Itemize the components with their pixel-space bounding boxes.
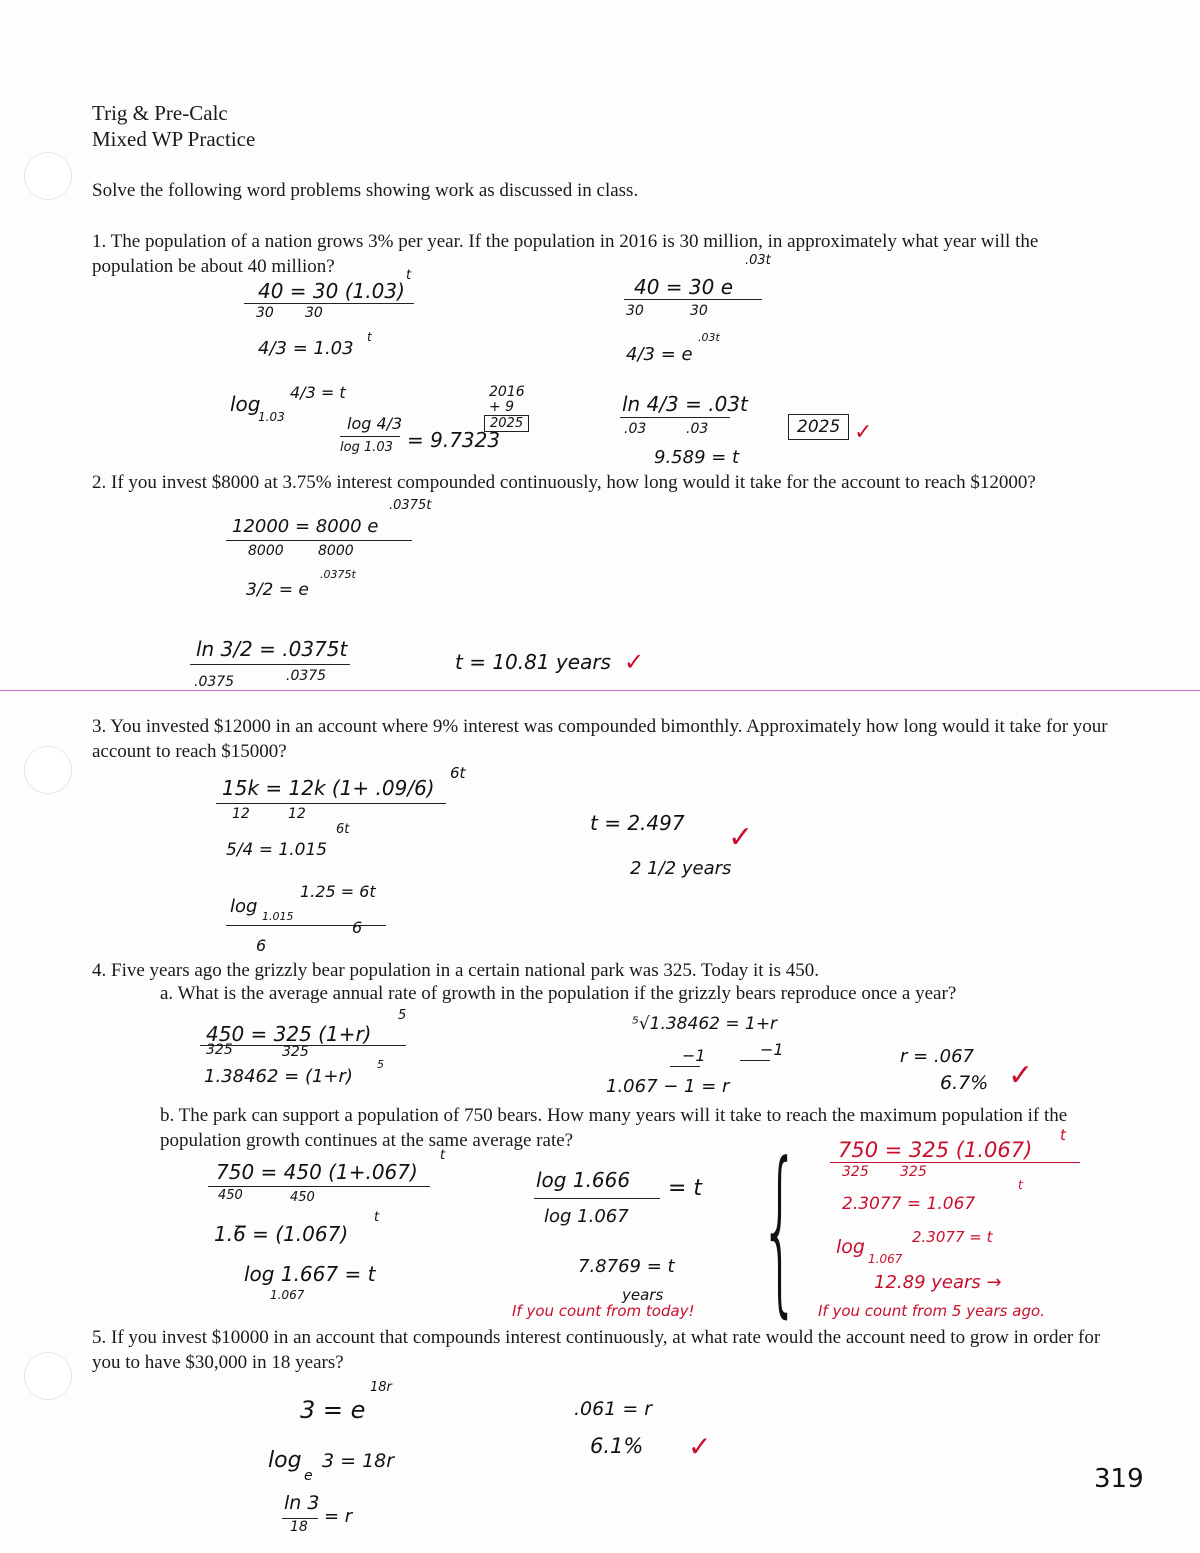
problem-4-text: 4. Five years ago the grizzly bear population in a certain national park was 325. Today it is 450. — [92, 960, 819, 981]
p1-log-arg: 4/3 = t — [290, 383, 346, 402]
p1-final-answer-box: 2025 — [788, 414, 849, 440]
p3-den-c: 6 — [256, 936, 267, 955]
p4b-line3-exp: t — [374, 1210, 380, 1225]
problem-5-text: 5. If you invest $10000 in an account that compounds interest continuously, at what rate would the account need to grow in order for you to have $30,000 in 18 years? — [92, 1327, 1101, 1373]
problem-1-text: 1. The population of a nation grows 3% per year. If the population in 2016 is 30 million, in approximately what year will the population be about 40 million? — [92, 231, 1039, 277]
p2-exp: .0375t — [389, 498, 432, 513]
p1-alt-ln: ln 4/3 = .03t — [622, 392, 748, 416]
p4b-alt-line1: 750 = 325 (1.067) — [838, 1138, 1033, 1162]
p1-alt-line1: 40 = 30 e — [634, 275, 734, 299]
p5-log-arg: 3 = 18r — [322, 1450, 395, 1472]
punch-hole-middle — [24, 746, 72, 794]
p2-answer: t = 10.81 years — [455, 650, 611, 674]
p3-answer-years: 2 1/2 years — [630, 858, 732, 879]
problem-2-text: 2. If you invest $8000 at 3.75% interest compounded continuously, how long would it take for the account to reach $12000? — [92, 472, 1036, 493]
p3-check-mark: ✓ — [728, 820, 754, 855]
p1-log-base: 1.03 — [258, 410, 285, 424]
p4b-log-den: log 1.067 — [544, 1206, 629, 1227]
p3-log-base: 1.015 — [262, 910, 294, 923]
p4b-alt-years: 12.89 years → — [874, 1272, 1002, 1293]
p4b-curly-brace: { — [760, 1125, 801, 1334]
p5-log-base: e — [304, 1468, 313, 1484]
p4a-line1-exp: 5 — [398, 1008, 407, 1023]
punch-hole-top — [24, 152, 72, 200]
p4a-line6: 1.067 − 1 = r — [606, 1076, 730, 1097]
p4a-sub-a: −1 — [682, 1046, 706, 1065]
p1-alt-den-b: 30 — [690, 303, 708, 319]
p1-result: = 9.7323 — [407, 428, 501, 452]
p1-change-base-line — [340, 436, 400, 437]
p3-line3-exp: 6t — [336, 822, 350, 837]
p2-ln-line — [190, 664, 350, 665]
p1-divide-line — [244, 303, 414, 304]
p1-alt-divide-line — [624, 299, 762, 300]
p3-line1: 15k = 12k (1+ .09/6) — [222, 776, 435, 800]
p4b-note-today: If you count from today! — [512, 1302, 695, 1320]
p4b-alt-line3-exp: t — [1018, 1178, 1023, 1192]
p5-check-mark: ✓ — [688, 1430, 712, 1463]
p4b-result: 7.8769 = t — [578, 1256, 675, 1277]
p1-work-line3: 4/3 = 1.03 — [258, 338, 354, 359]
p2-ln: ln 3/2 = .0375t — [196, 637, 348, 661]
p2-den-a: 8000 — [248, 543, 284, 559]
p4a-sub-line-a — [670, 1066, 700, 1067]
p4b-alt-divide-line — [830, 1162, 1080, 1163]
p5-ln-num: ln 3 — [284, 1492, 320, 1514]
p4b-line4: log 1.667 = t — [244, 1262, 376, 1286]
p4b-line3: 1.6̅ = (1.067) — [214, 1222, 349, 1246]
p1-alt-result: 9.589 = t — [654, 447, 740, 468]
p4a-rate: r = .067 — [900, 1046, 975, 1067]
p1-year-result-box: 2025 — [484, 415, 529, 432]
p5-line1: 3 = e — [300, 1396, 366, 1424]
p1-work-line1: 40 = 30 (1.03) — [258, 279, 405, 303]
p4a-line3-exp: 5 — [377, 1058, 384, 1071]
p2-check-mark: ✓ — [624, 648, 645, 676]
p4b-line1-exp: t — [440, 1148, 446, 1163]
p4b-alt-line1-exp: t — [1060, 1126, 1066, 1144]
p1-alt-ln-den-b: .03 — [686, 421, 709, 437]
p4b-log-line — [534, 1198, 660, 1199]
p3-den-a: 12 — [232, 806, 250, 822]
course-title: Trig & Pre-Calc — [92, 101, 228, 125]
p5-ln-den: 18 — [290, 1519, 308, 1535]
p1-year-add: + 9 — [489, 399, 515, 415]
instructions: Solve the following word problems showing work as discussed in class. — [92, 180, 639, 201]
p2-den-b: 8000 — [318, 543, 354, 559]
p2-ln-den-b: .0375 — [286, 668, 327, 684]
p4b-divide-line — [208, 1186, 430, 1187]
p2-divide-line — [226, 540, 412, 541]
punch-hole-bottom — [24, 1352, 72, 1400]
p5-percent: 6.1% — [590, 1434, 644, 1458]
p1-alt-ln-line — [620, 417, 730, 418]
p4a-den-a: 325 — [206, 1042, 233, 1058]
p4b-line4-base: 1.067 — [270, 1288, 305, 1302]
p1-work-line3-exp: t — [367, 330, 372, 344]
p5-exp: 18r — [370, 1380, 392, 1395]
p4b-alt-den-a: 325 — [842, 1164, 869, 1180]
p4b-alt-log-base: 1.067 — [868, 1252, 903, 1266]
p5-rate: .061 = r — [574, 1398, 653, 1420]
problem-4b-text: b. The park can support a population of 750 bears. How many years will it take to reach the maximum population if the population growth continues at the same average rate? — [160, 1105, 1068, 1151]
p1-log-label: log — [230, 392, 261, 416]
page-fold-line — [0, 690, 1200, 691]
p4a-sub-b: −1 — [760, 1040, 784, 1059]
p5-ln-eq: = r — [324, 1506, 353, 1527]
p1-change-base-den: log 1.03 — [340, 440, 393, 455]
page-number: 319 — [1094, 1464, 1144, 1494]
p5-log: log — [268, 1448, 302, 1473]
p3-line1-exp: 6t — [450, 764, 466, 782]
p4a-check-mark: ✓ — [1008, 1058, 1034, 1093]
p1-denominator-b: 30 — [305, 305, 323, 321]
p3-answer: t = 2.497 — [590, 811, 685, 835]
p2-ln-den-a: .0375 — [194, 674, 235, 690]
p4b-log-num: log 1.666 — [536, 1168, 631, 1192]
p1-check-mark: ✓ — [854, 420, 873, 445]
p3-divide-line — [216, 803, 446, 804]
p1-alt-line3-exp: .03t — [698, 331, 720, 344]
worksheet-subtitle: Mixed WP Practice — [92, 127, 256, 151]
p3-log-arg: 1.25 = 6t — [300, 882, 376, 901]
p2-line3: 3/2 = e — [246, 580, 309, 600]
p1-alt-line3: 4/3 = e — [626, 344, 693, 365]
p3-den-b: 12 — [288, 806, 306, 822]
p1-alt-exp: .03t — [745, 253, 771, 268]
p2-line1: 12000 = 8000 e — [232, 516, 379, 537]
p4a-line1: 450 = 325 (1+r) — [206, 1022, 372, 1046]
p3-log: log — [230, 896, 258, 917]
p1-change-base-num: log 4/3 — [347, 414, 403, 433]
p4b-log-eq: = t — [668, 1176, 703, 1201]
p4b-alt-line3: 2.3077 = 1.067 — [842, 1194, 976, 1214]
p4b-years: years — [622, 1286, 664, 1304]
p4b-den-a: 450 — [218, 1188, 243, 1203]
problem-3-text: 3. You invested $12000 in an account where 9% interest was compounded bimonthly. Approximately how long would it take for your account to reach $15000? — [92, 716, 1108, 762]
p4a-root: ⁵√1.38462 = 1+r — [632, 1014, 778, 1034]
p1-denominator-a: 30 — [256, 305, 274, 321]
p4a-line3: 1.38462 = (1+r) — [204, 1066, 353, 1087]
p1-alt-den-a: 30 — [626, 303, 644, 319]
p3-den-d: 6 — [352, 918, 363, 937]
p4a-sub-line-b — [740, 1060, 770, 1061]
p4a-percent: 6.7% — [940, 1072, 989, 1094]
p4b-den-b: 450 — [290, 1190, 315, 1205]
p4b-line1: 750 = 450 (1+.067) — [216, 1160, 418, 1184]
p1-alt-ln-den-a: .03 — [624, 421, 647, 437]
p4b-alt-log: log — [836, 1236, 865, 1258]
p4b-alt-log-arg: 2.3077 = t — [912, 1228, 993, 1246]
p1-year-start: 2016 — [489, 384, 525, 400]
p4b-note-five-years: If you count from 5 years ago. — [818, 1302, 1045, 1320]
p4b-alt-den-b: 325 — [900, 1164, 927, 1180]
p3-line3: 5/4 = 1.015 — [226, 840, 328, 860]
p2-line3-exp: .0375t — [320, 568, 356, 581]
p4a-den-b: 325 — [282, 1044, 309, 1060]
p1-work-line1-exp: t — [406, 268, 412, 283]
problem-4a-text: a. What is the average annual rate of growth in the population if the grizzly bears reproduce once a year? — [160, 983, 957, 1004]
